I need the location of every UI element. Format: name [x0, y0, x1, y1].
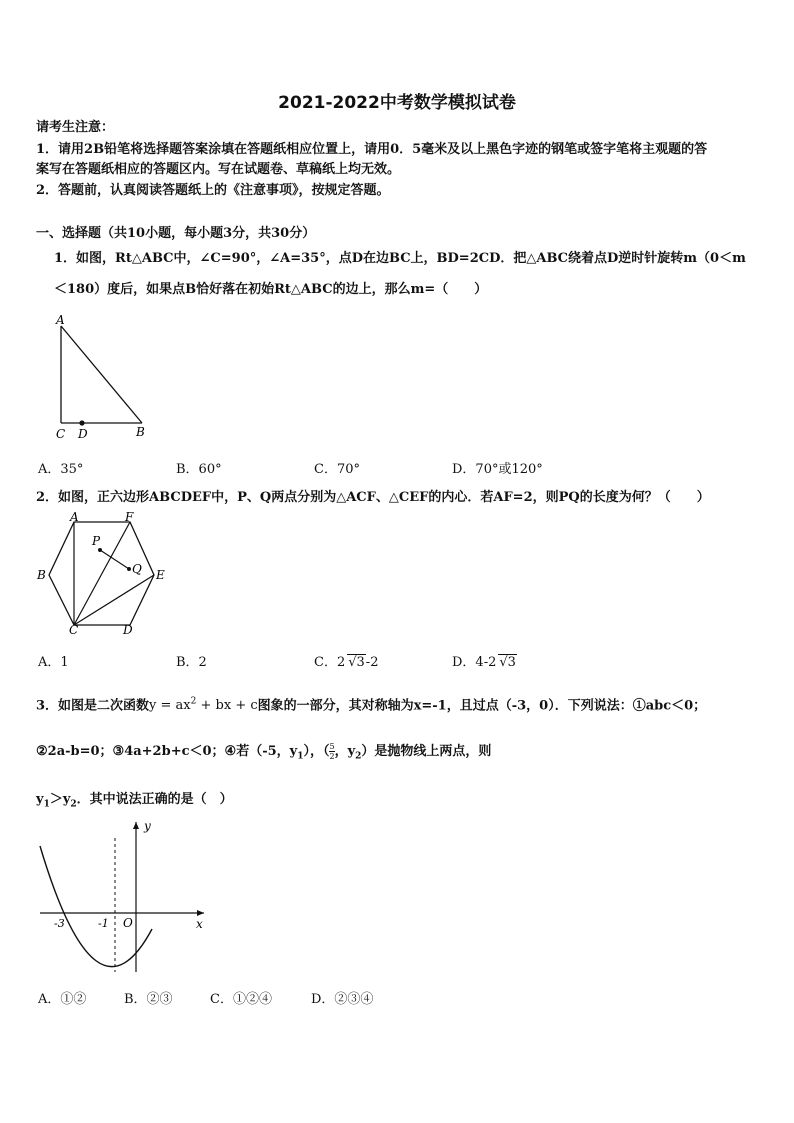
- label-y: y: [144, 819, 151, 833]
- section-heading: 一、选择题（共10小题，每小题3分，共30分）: [36, 226, 316, 241]
- label-b: B: [136, 425, 145, 439]
- label-a: A: [70, 512, 79, 524]
- label-c: C: [56, 427, 66, 441]
- segment-fc: [74, 522, 130, 625]
- q3-option-c: C．①②④: [210, 992, 272, 1007]
- label-p: P: [92, 534, 101, 548]
- notice-item-1-line-2: 案写在答题纸相应的答题区内。写在试题卷、草稿纸上均无效。: [36, 162, 401, 177]
- q1-option-a: A．35°: [38, 462, 84, 477]
- notice-item-1-line-1: 1．请用2B铅笔将选择题答案涂填在答题纸相应位置上，请用0．5毫米及以上黑色字迹的钢笔或签字笔将主观题的答: [36, 142, 708, 157]
- q2-stem: 2．如图，正六边形ABCDEF中，P、Q两点分别为△ACF、△CEF的内心．若AF=2，则PQ的长度为何？（ ）: [36, 490, 710, 505]
- q3-stem-line-2: ②2a-b=0；③4a+2b+c＜0；④若（-5，$y_1$），（ $\frac{5}{2}$ ，$y_2$）是抛物线上两点，则: [36, 742, 492, 762]
- q3-stem-line-1: 3．如图是二次函数$y = ax^2$ + bx + c图象的一部分，其对称轴为x=-1，且过点（-3，0）．下列说法：①abc＜0；: [36, 697, 707, 714]
- y-axis-arrow: [133, 822, 139, 829]
- segment-pq: [100, 550, 129, 569]
- q1-option-c: C．70°: [314, 462, 360, 477]
- q1-triangle-figure: [48, 308, 158, 444]
- label-a: A: [56, 313, 65, 327]
- q2-option-c: C．2 √3-2: [314, 655, 379, 670]
- q2-hexagon-figure: [34, 512, 170, 636]
- q1-stem-line-2: ＜180）度后，如果点B恰好落在初始Rt△ABC的边上，那么m=（ ）: [54, 282, 488, 297]
- label-b: B: [37, 568, 46, 582]
- label-c: C: [69, 623, 79, 636]
- label-q: Q: [132, 562, 142, 576]
- label-d: D: [78, 427, 88, 441]
- q1-option-d: D．70°或120°: [452, 462, 543, 477]
- point-d: [79, 420, 84, 425]
- q3-option-a: A．①②: [38, 992, 87, 1007]
- label-f: F: [125, 512, 134, 524]
- parabola: [40, 846, 152, 967]
- q2-option-d: D．4-2 √3: [452, 655, 516, 670]
- q1-option-b: B．60°: [176, 462, 222, 477]
- q3-option-b: B．②③: [124, 992, 173, 1007]
- point-p: [98, 548, 102, 552]
- q2-option-b: B．2: [176, 655, 207, 670]
- q3-stem-line-3: $y_1>y_2$．其中说法正确的是（ ）: [36, 792, 233, 810]
- point-q: [127, 567, 131, 571]
- q2-option-a: A．1: [38, 655, 69, 670]
- notice-item-2: 2．答题前，认真阅读答题纸上的《注意事项》，按规定答题。: [36, 183, 390, 198]
- x-axis-arrow: [197, 910, 204, 916]
- q1-stem-line-1: 1．如图，Rt△ABC中，∠C=90°，∠A=35°，点D在边BC上，BD=2CD．把△ABC绕着点D逆时针旋转m（0＜m: [54, 251, 746, 266]
- label-x: x: [196, 917, 203, 931]
- q3-option-d: D．②③④: [311, 992, 374, 1007]
- label-minus-1: -1: [98, 917, 109, 930]
- label-minus-3: -3: [54, 917, 65, 930]
- notice-heading: 请考生注意：: [36, 120, 115, 135]
- label-origin: O: [123, 916, 133, 930]
- q3-parabola-figure: [34, 816, 214, 976]
- label-e: E: [156, 568, 165, 582]
- label-d: D: [123, 623, 133, 636]
- side-ab: [61, 326, 142, 423]
- exam-title: 2021-2022中考数学模拟试卷: [278, 93, 516, 113]
